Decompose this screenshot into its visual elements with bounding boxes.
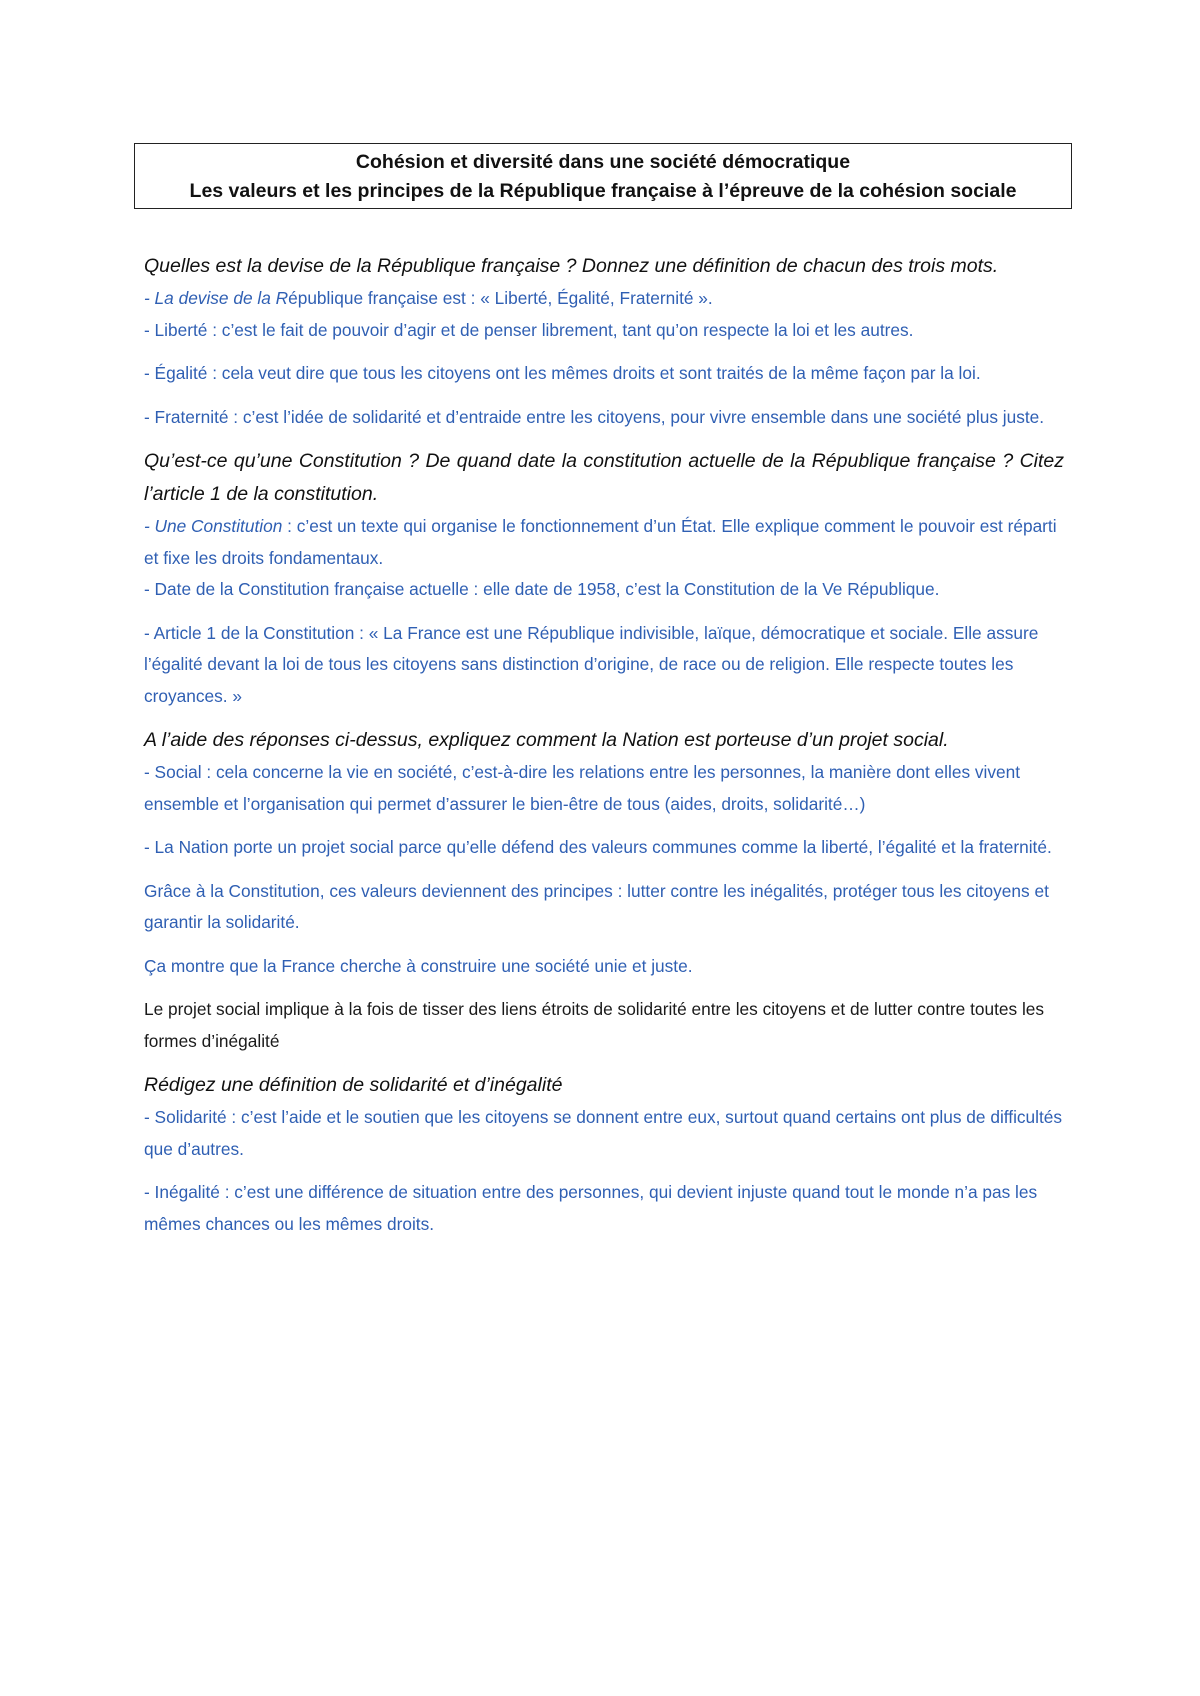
answer-devise	[144, 283, 1064, 315]
question-devise: Quelles est la devise de la République française ? Donnez une définition de chacun des trois mots.	[144, 255, 999, 277]
answer-social: - Social : cela concerne la vie en société, c’est-à-dire les relations entre les personnes, la manière dont elles vivent ensemble et l’organisation qui permet d’assurer le bien-être de tous (aides, droits, solidarité…)	[144, 762, 1021, 814]
answer-devise-rest: épublique française est : « Liberté, Égalité, Fraternité ».	[288, 288, 713, 308]
document-title: Cohésion et diversité dans une société démocratique	[355, 151, 851, 173]
answer-fraternite: - Fraternité : c’est l’idée de solidarité et d’entraide entre les citoyens, pour vivre ensemble dans une société plus juste.	[144, 406, 1045, 427]
document-subtitle: Les valeurs et les principes de la République française à l’épreuve de la cohésion sociale	[189, 180, 1017, 202]
answer-egalite: - Égalité : cela veut dire que tous les citoyens ont les mêmes droits et sont traités de la même façon par la loi.	[144, 363, 981, 383]
answer-nation: - La Nation porte un projet social parce qu’elle défend des valeurs communes comme la liberté, l’égalité et la fraternité.	[144, 837, 1052, 857]
question-projet-social: A l’aide des réponses ci-dessus, expliquez comment la Nation est porteuse d’un projet social.	[144, 729, 949, 751]
answer-constitution	[144, 511, 1064, 574]
answer-inegalite: - Inégalité : c’est une différence de situation entre des personnes, qui devient injuste quand tout le monde n’a pas les mêmes chances ou les mêmes droits.	[144, 1182, 1038, 1234]
title-box	[134, 143, 1072, 209]
document-body	[144, 250, 1064, 1240]
answer-constitution-rest: : c’est un texte qui organise le fonctionnement d’un État. Elle explique comment le pouvoir est réparti et fixe les droits fondamentaux.	[144, 516, 1057, 568]
answer-liberte: - Liberté : c’est le fait de pouvoir d’agir et de penser librement, tant qu’on respecte la loi et les autres.	[144, 319, 914, 340]
answer-constitution-date: - Date de la Constitution française actuelle : elle date de 1958, c’est la Constitution de la Ve République.	[144, 579, 940, 599]
question-definitions: Rédigez une définition de solidarité et d’inégalité	[144, 1074, 563, 1096]
answer-societe-unie: Ça montre que la France cherche à construire une société unie et juste.	[144, 955, 693, 976]
answer-constitution-lead: - Une Constitution	[144, 516, 283, 536]
question-constitution: Qu’est-ce qu’une Constitution ? De quand date la constitution actuelle de la République française ? Citez l’article 1 de la constitution.	[144, 450, 1064, 505]
answer-devise-lead: - La devise de la R	[144, 288, 289, 308]
note-projet-social: Le projet social implique à la fois de tisser des liens étroits de solidarité entre les citoyens et de lutter contre toutes les formes d’inégalité	[144, 999, 1045, 1051]
answer-constitution-principes: Grâce à la Constitution, ces valeurs deviennent des principes : lutter contre les inégalités, protéger tous les citoyens et garantir la solidarité.	[144, 880, 1049, 932]
answer-solidarite: - Solidarité : c’est l’aide et le soutien que les citoyens se donnent entre eux, surtout quand certains ont plus de difficultés que d’autres.	[144, 1107, 1063, 1159]
answer-article-1: - Article 1 de la Constitution : « La France est une République indivisible, laïque, démocratique et sociale. Elle assure l’égalité devant la loi de tous les citoyens sans distinction d’origine, de race ou de religion. Elle respecte toutes les croyances. »	[144, 622, 1039, 706]
